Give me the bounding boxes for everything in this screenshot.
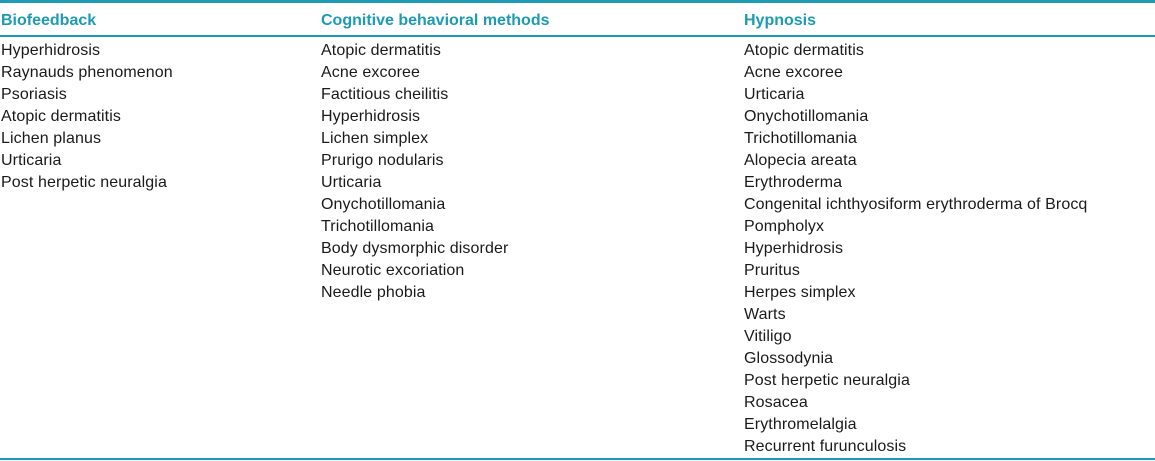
- list-item: Congenital ichthyosiform erythroderma of Brocq: [744, 196, 1088, 213]
- list-item: Glossodynia: [744, 350, 834, 367]
- list-item: Atopic dermatitis: [321, 42, 441, 59]
- list-item: Onychotillomania: [321, 196, 446, 213]
- list-item: Atopic dermatitis: [744, 42, 864, 59]
- list-item: Rosacea: [744, 394, 808, 411]
- list-item: Erythroderma: [744, 174, 843, 191]
- table-top-rule: [0, 0, 1155, 3]
- list-item: Hyperhidrosis: [1, 42, 101, 59]
- list-item: Herpes simplex: [744, 284, 856, 301]
- list-item: Acne excoree: [744, 64, 844, 81]
- table-bottom-rule: [0, 458, 1155, 460]
- list-item: Vitiligo: [744, 328, 792, 345]
- list-item: Hyperhidrosis: [321, 108, 421, 125]
- column-header-cognitive-behavioral: Cognitive behavioral methods: [321, 12, 550, 29]
- list-item: Atopic dermatitis: [1, 108, 121, 125]
- list-item: Pruritus: [744, 262, 800, 279]
- list-item: Urticaria: [1, 152, 62, 169]
- list-item: Trichotillomania: [321, 218, 435, 235]
- list-item: Neurotic excoriation: [321, 262, 465, 279]
- biofeedback-list: [1, 40, 173, 194]
- column-header-biofeedback: Biofeedback: [1, 12, 97, 29]
- list-item: Raynauds phenomenon: [1, 64, 173, 81]
- header-divider-rule: [0, 35, 1155, 37]
- list-item: Needle phobia: [321, 284, 426, 301]
- list-item: Acne excoree: [321, 64, 421, 81]
- hypnosis-list: [744, 40, 1087, 458]
- list-item: Urticaria: [321, 174, 382, 191]
- list-item: Warts: [744, 306, 786, 323]
- list-item: Post herpetic neuralgia: [1, 174, 167, 191]
- list-item: Post herpetic neuralgia: [744, 372, 910, 389]
- list-item: Urticaria: [744, 86, 805, 103]
- list-item: Lichen simplex: [321, 130, 429, 147]
- list-item: Trichotillomania: [744, 130, 858, 147]
- list-item: Recurrent furunculosis: [744, 438, 907, 455]
- list-item: Factitious cheilitis: [321, 86, 449, 103]
- list-item: Hyperhidrosis: [744, 240, 844, 257]
- cognitive-behavioral-list: [321, 40, 508, 304]
- list-item: Alopecia areata: [744, 152, 857, 169]
- list-item: Body dysmorphic disorder: [321, 240, 509, 257]
- column-header-hypnosis: Hypnosis: [744, 12, 817, 29]
- list-item: Lichen planus: [1, 130, 102, 147]
- list-item: Erythromelalgia: [744, 416, 857, 433]
- list-item: Psoriasis: [1, 86, 67, 103]
- list-item: Pompholyx: [744, 218, 825, 235]
- list-item: Prurigo nodularis: [321, 152, 444, 169]
- list-item: Onychotillomania: [744, 108, 869, 125]
